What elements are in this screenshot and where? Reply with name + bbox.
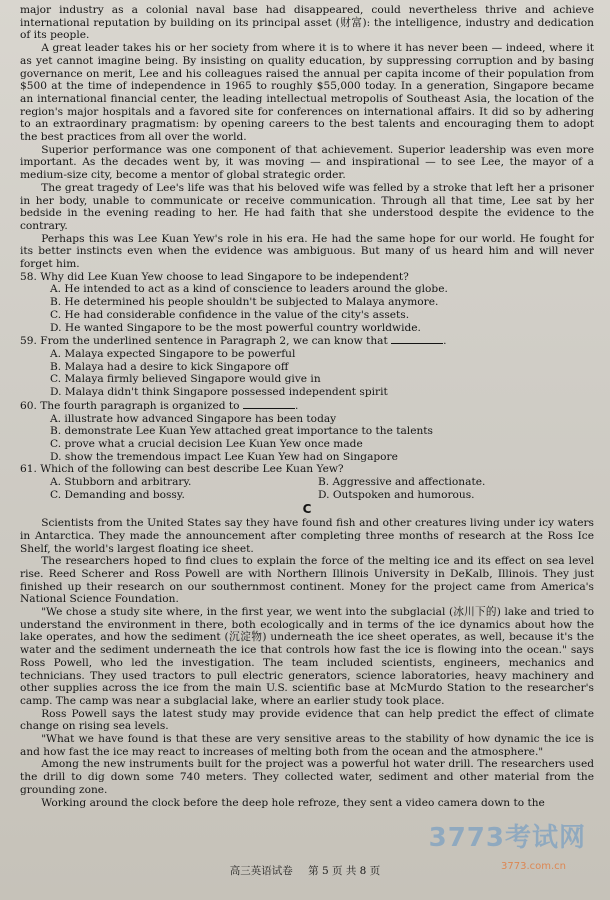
page-footer xyxy=(0,863,610,878)
answer-blank xyxy=(391,334,443,344)
option-c: C. Demanding and bossy. xyxy=(50,488,185,501)
option-a: A. Malaya expected Singapore to be powerful xyxy=(50,347,296,360)
question-stem-text: 60. The fourth paragraph is organized to xyxy=(20,399,240,412)
option-b: B. He determined his people shouldn't be subjected to Malaya anymore. xyxy=(50,296,439,309)
option-c: C. prove what a crucial decision Lee Kuan Yew once made xyxy=(50,437,363,450)
passage-c-paragraph-1: Scientists from the United States say they have found fish and other creatures living under icy waters in Antarctica. They made the announcement after completing three months of research at the Ross Ice Shelf, the world's largest floating ice sheet. xyxy=(20,517,594,555)
passage-c-paragraph-6: Among the new instruments built for the project was a powerful hot water drill. The researchers used the drill to dig down some 740 meters. They collected water, sediment and other material from the grounding zone. xyxy=(20,758,594,796)
option-c: C. He had considerable confidence in the value of the city's assets. xyxy=(50,308,410,321)
question-stem: 61. Which of the following can best describe Lee Kuan Yew? xyxy=(20,463,344,476)
passage-b-paragraph-3: Superior performance was one component of that achievement. Superior leadership was even more important. As the decades went by, it was moving — and inspirational — to see Lee, the mayor of a medium-size city, become a mentor of global strategic order. xyxy=(20,143,594,182)
option-b: B. Malaya had a desire to kick Singapore off xyxy=(50,360,289,373)
option-b: B. demonstrate Lee Kuan Yew attached great importance to the talents xyxy=(50,425,433,438)
option-d: D. He wanted Singapore to be the most powerful country worldwide. xyxy=(50,321,421,334)
option-a: A. illustrate how advanced Singapore has been today xyxy=(50,412,337,425)
question-stem xyxy=(20,399,594,413)
watermark-logo: 3773考试网 xyxy=(428,823,586,853)
footer-title: 高三英语试卷 xyxy=(229,865,293,877)
passage-b-paragraph-1: major industry as a colonial naval base had disappeared, could nevertheless thrive and achieve international reputation by building on its principal asset (财富): the intelligence, industry and dedication of its people. xyxy=(20,4,594,42)
option-a: A. Stubborn and arbitrary. xyxy=(50,476,192,489)
question-stem xyxy=(20,334,594,348)
page-content xyxy=(20,4,594,809)
option-row xyxy=(50,489,594,502)
passage-c-paragraph-7: Working around the clock before the deep hole refroze, they sent a video camera down to the xyxy=(41,796,545,809)
question-59 xyxy=(20,334,594,399)
question-stem-text: 59. From the underlined sentence in Paragraph 2, we can know that xyxy=(20,335,388,348)
answer-blank xyxy=(243,399,295,409)
passage-c-paragraph-2: The researchers hoped to find clues to explain the force of the melting ice and its effect on sea level rise. Reed Scherer and Ross Powell are with Northern Illinois University in DeKalb, Illinois. They just finished up their research on our southernmost continent. Money for the project came from America's National Science Foundation. xyxy=(20,555,594,606)
passage-c-paragraph-4: Ross Powell says the latest study may provide evidence that can help predict the effect of climate change on rising sea levels. xyxy=(20,707,594,733)
option-d: D. Malaya didn't think Singapore possessed independent spirit xyxy=(50,386,388,399)
option-a: A. He intended to act as a kind of conscience to leaders around the globe. xyxy=(50,283,448,296)
question-61 xyxy=(20,463,594,501)
passage-c-paragraph-3: "We chose a study site where, in the first year, we went into the subglacial (冰川下的) lake and tried to understand the environment in there, both ecologically and in terms of the ice dynamics about how the lake operates, and how the sediment (沉淀物) underneath the ice sheet operates, as well, because it's the water and the sediment underneath the ice that controls how fast the ice is flowing into the ocean." says Ross Powell, who led the investigation. The team included scientists, engineers, mechanics and technicians. They used tractors to pull electric generators, science laboratories, heavy machinery and other supplies across the ice from the main U.S. scientific base at McMurdo Station to the researcher's camp. The camp was near a subglacial lake, where an earlier study took place. xyxy=(20,606,594,707)
option-d: D. show the tremendous impact Lee Kuan Yew had on Singapore xyxy=(50,450,398,463)
option-row xyxy=(50,476,594,489)
question-58 xyxy=(20,271,594,335)
passage-c-paragraph-5: "What we have found is that these are very sensitive areas to the stability of how dynamic the ice is and how fast the ice may react to increases of melting both from the ocean and the atmosphere." xyxy=(20,733,594,758)
option-b: B. Aggressive and affectionate. xyxy=(318,476,486,489)
section-heading-c: C xyxy=(302,502,312,517)
question-stem-end: . xyxy=(294,399,299,412)
question-stem: 58. Why did Lee Kuan Yew choose to lead Singapore to be independent? xyxy=(20,270,409,283)
passage-b-paragraph-4: The great tragedy of Lee's life was that his beloved wife was felled by a stroke that left her a prisoner in her body, unable to communicate or receive communication. Through all that time, Lee sat by her bedside in the evening reading to her. He had faith that she understood despite the evidence to the contrary. xyxy=(20,181,594,232)
footer-page-number: 第 5 页 共 8 页 xyxy=(308,865,381,877)
watermark-url: 3773.com.cn xyxy=(501,861,566,872)
passage-b-paragraph-5: Perhaps this was Lee Kuan Yew's role in his era. He had the same hope for our world. He fought for its better instincts even when the evidence was ambiguous. But many of us heard him and will never forget him. xyxy=(20,232,594,271)
option-d: D. Outspoken and humorous. xyxy=(318,488,475,501)
passage-b-paragraph-2: A great leader takes his or her society from where it is to where it has never been — indeed, where it as yet cannot imagine being. By insisting on quality education, by suppressing corruption and by basing governance on merit, Lee and his colleagues raised the annual per capita income of their population from $500 at the time of independence in 1965 to roughly $55,000 today. In a generation, Singapore became an international financial center, the leading intellectual metropolis of Southeast Asia, the location of the region's major hospitals and a favored site for conferences on international affairs. It did so by adhering to an extraordinary pragmatism: by opening careers to the best talents and encouraging them to adopt the best practices from all over the world. xyxy=(20,42,594,144)
option-c: C. Malaya firmly believed Singapore would give in xyxy=(50,373,321,386)
question-stem-end: . xyxy=(443,335,447,348)
question-60 xyxy=(20,399,594,464)
